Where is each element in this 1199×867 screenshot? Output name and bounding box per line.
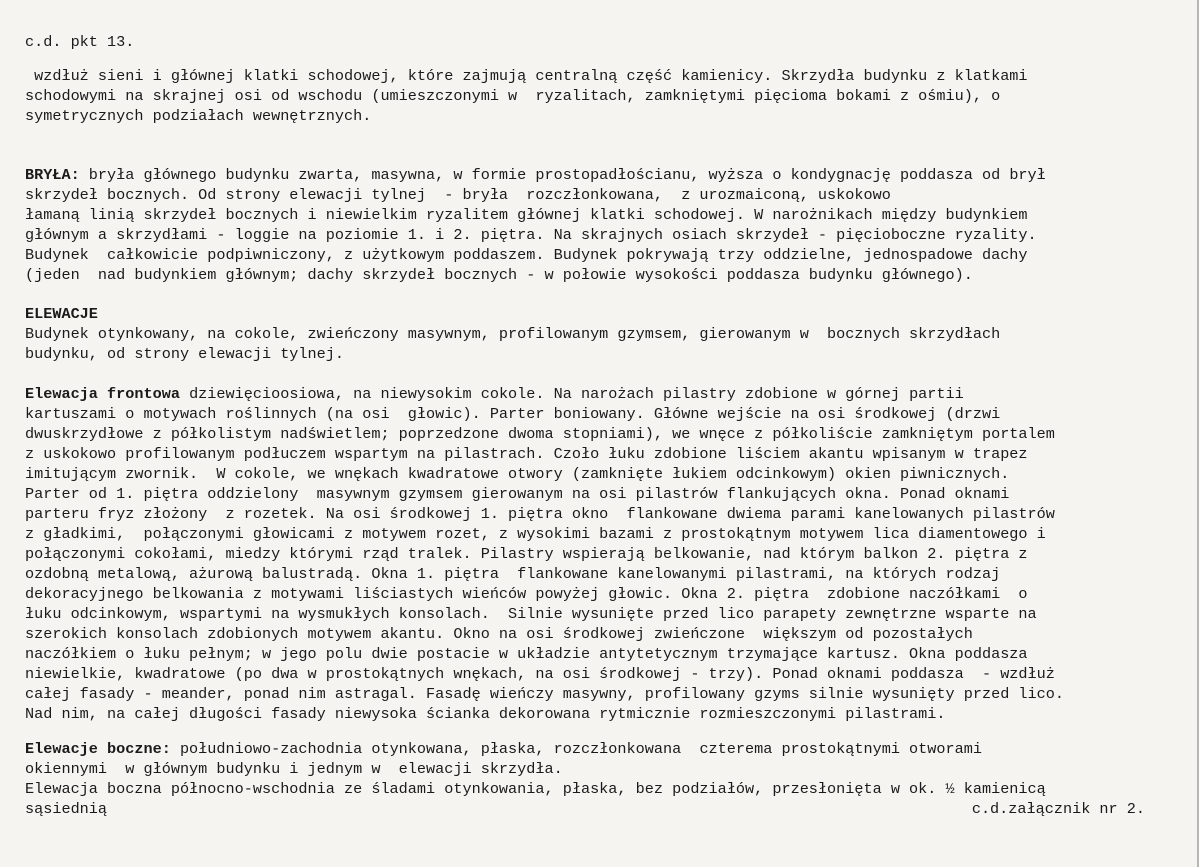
- bryla-line: głównym a skrzydłami - loggie na poziomie 1. i 2. piętra. Na skrajnych osiach skrzydeł - pięcioboczne ryzality.: [25, 226, 1037, 244]
- elewacje-section: [25, 304, 1145, 364]
- frontowa-line: z uskokowo profilowanym podłuczem wspartym na pilastrach. Czoło łuku zdobione liściem akantu wpisanym w trapez: [25, 445, 1028, 463]
- bryla-first-line: [25, 165, 1145, 185]
- elewacja-frontowa-section: [25, 384, 1145, 724]
- frontowa-first-text: dziewięcioosiowa, na niewysokim cokole. Na narożach pilastry zdobione w górnej partii: [179, 385, 964, 403]
- frontowa-line: dwuskrzydłowe z półkolistym nadświetlem; poprzedzone dwoma stopniami), we wnęce z półkoliście zamkniętym portalem: [25, 425, 1055, 443]
- boczne-heading: Elewacje boczne:: [25, 740, 171, 758]
- footer-continuation-ref: c.d.załącznik nr 2.: [971, 800, 1145, 818]
- intro-line: wzdłuż sieni i głównej klatki schodowej, które zajmują centralną część kamienicy. Skrzydła budynku z klatkami: [25, 67, 1028, 85]
- bryla-heading: BRYŁA:: [25, 166, 80, 184]
- frontowa-line: łuku odcinkowym, wspartymi na wysmukłych konsolach. Silnie wysunięte przed lico parapety zewnętrzne wsparte na: [25, 605, 1037, 623]
- boczne-first-line: [25, 739, 1145, 759]
- frontowa-line: dekoracyjnego belkowania z motywami liściastych wieńców powyżej głowic. Okna 2. piętra zdobione naczółkami o: [25, 585, 1028, 603]
- frontowa-line: imitującym zwornik. W cokole, we wnękach kwadratowe otwory (zamknięte łukiem odcinkowym) okien piwnicznych.: [25, 465, 1010, 483]
- boczne-line: Elewacja boczna północno-wschodnia ze śladami otynkowania, płaska, bez podziałów, przesłonięta w ok. ½ kamienicą: [25, 780, 1046, 798]
- boczne-line: okiennymi w głównym budynku i jednym w elewacji skrzydła.: [25, 760, 563, 778]
- bryla-line: łamaną linią skrzydeł bocznych i niewielkim ryzalitem głównej klatki schodowej. W narożnikach między budynkiem: [25, 206, 1028, 224]
- bryla-section: [25, 165, 1145, 285]
- frontowa-line: połączonymi cokołami, miedzy którymi rząd tralek. Pilastry wspierają belkowanie, nad którym balkon 2. piętra z: [25, 545, 1028, 563]
- elewacje-line: Budynek otynkowany, na cokole, zwieńczony masywnym, profilowanym gzymsem, gierowanym w bocznych skrzydłach: [25, 325, 1001, 343]
- frontowa-heading: Elewacja frontowa: [25, 385, 180, 403]
- frontowa-line: całej fasady - meander, ponad nim astragal. Fasadę wieńczy masywny, profilowany gzyms silnie wysunięty przed lico.: [25, 685, 1064, 703]
- boczne-first-text: południowo-zachodnia otynkowana, płaska, rozczłonkowana czterema prostokątnymi otworami: [170, 740, 982, 758]
- frontowa-first-line: [25, 384, 1145, 404]
- frontowa-line: niewielkie, kwadratowe (po dwa w prostokątnych wnękach, na osi środkowej - trzy). Ponad oknami poddasza - wzdłuż: [25, 665, 1055, 683]
- bryla-line: skrzydeł bocznych. Od strony elewacji tylnej - bryła rozczłonkowana, z urozmaiconą, uskokowo: [25, 186, 891, 204]
- frontowa-line: parteru fryz złożony z rozetek. Na osi środkowej 1. piętra okno flankowane dwiema parami kanelowanych pilastrów: [25, 505, 1055, 523]
- intro-paragraph: [25, 66, 1145, 126]
- bryla-line: Budynek całkowicie podpiwniczony, z użytkowym poddaszem. Budynek pokrywają trzy oddzielne, jednospadowe dachy: [25, 246, 1028, 264]
- header-ref: c.d. pkt 13.: [25, 33, 135, 51]
- elewacje-line: budynku, od strony elewacji tylnej.: [25, 345, 344, 363]
- frontowa-line: ozdobną metalową, ażurową balustradą. Okna 1. piętra flankowane kanelowanymi pilastrami, na których rodzaj: [25, 565, 1001, 583]
- intro-line: symetrycznych podziałach wewnętrznych.: [25, 107, 372, 125]
- frontowa-line: kartuszami o motywach roślinnych (na osi głowic). Parter boniowany. Główne wejście na osi środkowej (drzwi: [25, 405, 1001, 423]
- frontowa-line: Nad nim, na całej długości fasady niewysoka ścianka dekorowana rytmicznie rozmieszczonymi pilastrami.: [25, 705, 946, 723]
- frontowa-line: z gładkimi, połączonymi głowicami z motywem rozet, z wysokimi bazami z prostokątnym motywem lica diamentowego i: [25, 525, 1046, 543]
- boczne-last-text: sąsiednią: [25, 800, 108, 818]
- frontowa-line: naczółkiem o łuku pełnym; w jego polu dwie postacie w układzie antytetycznym trzymające kartusz. Okna poddasza: [25, 645, 1028, 663]
- boczne-last-line: [25, 799, 1145, 819]
- page-reference-header: [25, 32, 1145, 52]
- elewacje-boczne-section: [25, 739, 1145, 819]
- bryla-line: (jeden nad budynkiem głównym; dachy skrzydeł bocznych - w połowie wysokości poddasza budynku głównego).: [25, 266, 973, 284]
- bryla-first-text: bryła głównego budynku zwarta, masywna, w formie prostopadłościanu, wyższa o kondygnację poddasza od brył: [79, 166, 1046, 184]
- frontowa-line: Parter od 1. piętra oddzielony masywnym gzymsem gierowanym na osi pilastrów flankujących okna. Ponad oknami: [25, 485, 1010, 503]
- frontowa-line: szerokich konsolach zdobionych motywem akantu. Okno na osi środkowej zwieńczone większym od pozostałych: [25, 625, 973, 643]
- intro-line: schodowymi na skrajnej osi od wschodu (umieszczonymi w ryzalitach, zamkniętymi pięcioma bokami z ośmiu), o: [25, 87, 1001, 105]
- elewacje-heading: ELEWACJE: [25, 305, 98, 323]
